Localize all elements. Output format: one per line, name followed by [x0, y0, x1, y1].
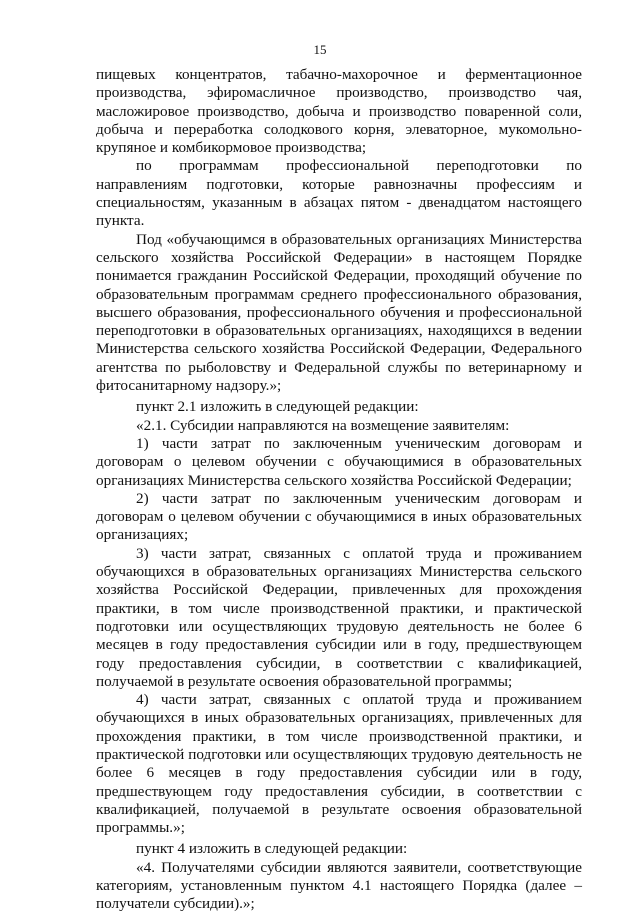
paragraph-amend-4: пункт 4 изложить в следующей редакции:: [136, 840, 408, 858]
paragraph-point-4-text: «4. Получателями субсидии являются заявители, соответствующие категориям, установленным пунктом 4.1 настоящего Порядка (далее – получатели субсидии).»;: [96, 858, 582, 913]
document-body: [96, 66, 582, 914]
paragraph-amend-2-1: пункт 2.1 изложить в следующей редакции:: [136, 398, 419, 416]
paragraph-student-definition: Под «обучающимся в образовательных организациях Министерства сельского хозяйства Российской Федерации» в настоящем Порядке понимается гражданин Российской Федерации, проходящий обучение по образовательным программам среднего профессионального образования, высшего образования, профессионального обучения и профессиональной переподготовки в образовательных организациях, находящихся в ведении Министерства сельского хозяйства Российской Федерации, Федерального агентства по рыболовству и Федеральной службы по ветеринарному и фитосанитарному надзору.»;: [96, 230, 582, 395]
list-item-4: 4) части затрат, связанных с оплатой труда и проживанием обучающихся в иных образовательных организациях, привлеченных для прохождения практики, в том числе производственной практики, и практической подготовки или осуществляющих трудовую деятельность не более 6 месяцев в году предоставления субсидии или в году, предшествующем году предоставления субсидии, в соответствии с квалификацией, получаемой в результате освоения образовательной программы.»;: [96, 691, 582, 837]
paragraph-retraining-programs: по программам профессиональной переподготовки по направлениям подготовки, которые равнозначны профессиям и специальностям, указанным в абзацах пятом - двенадцатом настоящего пункта.: [96, 157, 582, 230]
list-item-1: 1) части затрат по заключенным ученическим договорам и договорам о целевом обучении с обучающимися в образовательных организациях Министерства сельского хозяйства Российской Федерации;: [96, 434, 582, 489]
page-number: 15: [313, 42, 327, 57]
list-item-3: 3) части затрат, связанных с оплатой труда и проживанием обучающихся в образовательных организациях Министерства сельского хозяйства Российской Федерации, привлеченных для прохождения практики, в том числе производственной практики, и практической подготовки или осуществляющих трудовую деятельность не более 6 месяцев в году предоставления субсидии или в году, предшествующем году предоставления субсидии, в соответствии с квалификацией, получаемой в результате освоения образовательной программы;: [96, 544, 582, 690]
paragraph-production-list: пищевых концентратов, табачно-махорочное и ферментационное производства, эфиромасличное производство, производство чая, масложировое производство, добыча и производство поваренной соли, добыча и переработка солодкового корня, элеваторное, мукомольно-крупяное и комбикормовое производства;: [96, 66, 582, 157]
paragraph-2-1-intro: «2.1. Субсидии направляются на возмещение заявителям:: [136, 416, 510, 434]
list-item-2: 2) части затрат по заключенным ученическим договорам и договорам о целевом обучении с обучающимися в иных образовательных организациях;: [96, 489, 582, 544]
